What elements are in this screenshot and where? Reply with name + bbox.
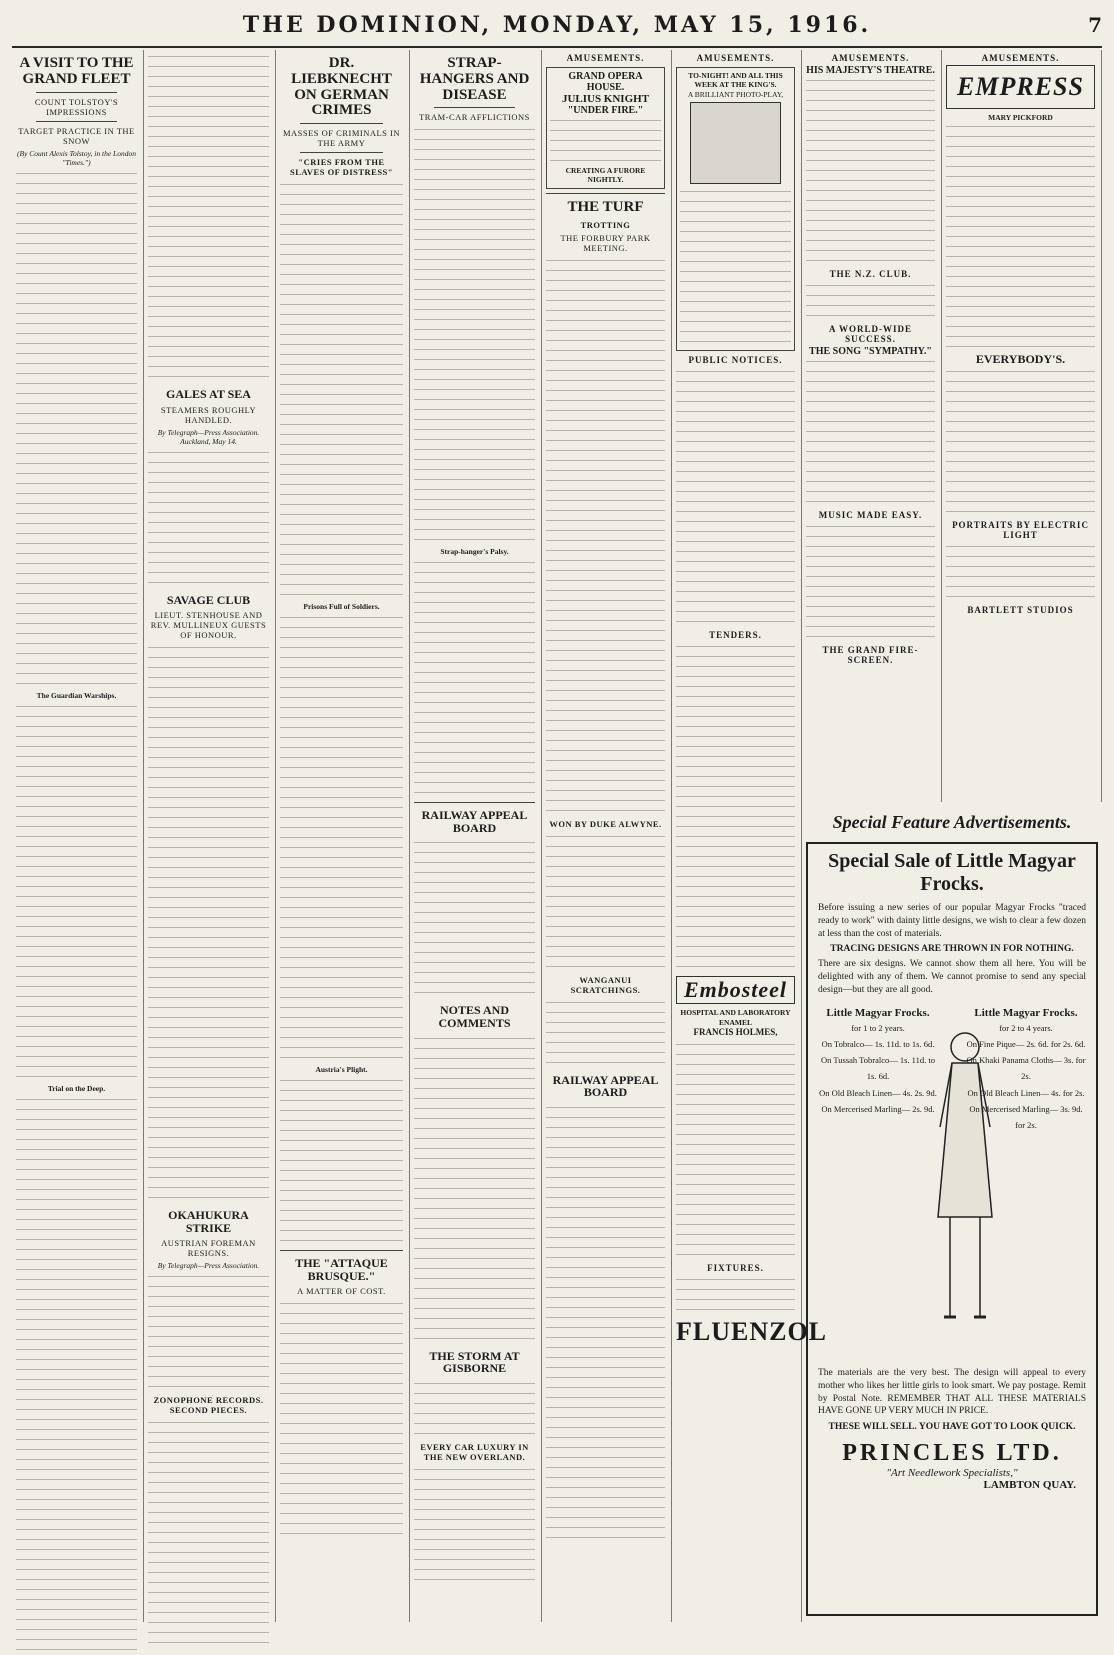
under-fire: "UNDER FIRE." <box>567 105 644 116</box>
magyar-intro: Before issuing a new series of our popular Magyar Frocks "traced ready to work" with dainty little designs, we wish to clear a few dozen at less than the cost of materials. <box>818 903 1086 939</box>
subhead-target-practice: TARGET PRACTICE IN THE SNOW <box>18 125 135 146</box>
amusements-label: AMUSEMENTS. <box>831 53 910 63</box>
article-body <box>414 1379 535 1439</box>
fluenzol-logo: FLUENZOL <box>676 1317 828 1347</box>
headline-railway-board: RAILWAY APPEAL BOARD <box>552 1072 659 1100</box>
section-austria: Austria's Plight. <box>315 1065 368 1074</box>
embosteel-logo: Embosteel <box>676 976 795 1004</box>
right-price-heading: Little Magyar Frocks. <box>974 1006 1078 1019</box>
column-8 <box>942 50 1102 802</box>
ad-kings-theatre <box>676 67 795 351</box>
article-body <box>414 1034 535 1344</box>
subhead-tolstoy: COUNT TOLSTOY'S IMPRESSIONS <box>34 96 119 117</box>
results-body <box>546 256 665 816</box>
creating-furore: CREATING A FURORE NIGHTLY. <box>565 166 646 185</box>
divider <box>36 92 117 93</box>
special-feature-banner: Special Feature Advertisements. <box>832 812 1072 832</box>
ad-body <box>676 1040 795 1260</box>
headline-grand-fleet: A VISIT TO THE GRAND FLEET <box>19 55 134 87</box>
results-body <box>546 832 665 972</box>
column-1 <box>12 50 144 1622</box>
article-body <box>16 702 137 1082</box>
headline-savage-club: SAVAGE CLUB <box>166 592 251 607</box>
left-price-list <box>818 1007 938 1117</box>
article-body <box>280 1076 403 1246</box>
tracing-designs: TRACING DESIGNS ARE THROWN IN FOR NOTHING. <box>830 944 1074 955</box>
mary-pickford: MARY PICKFORD <box>988 113 1053 122</box>
nz-club: THE N.Z. CLUB. <box>829 269 912 279</box>
page-number: 7 <box>1088 13 1102 37</box>
article-body <box>414 125 535 545</box>
byline-gales: By Telegraph—Press Association. Auckland, May 14. <box>157 427 260 446</box>
tenders-label: TENDERS. <box>709 630 762 641</box>
tenders-body <box>676 642 795 972</box>
section-palsy: Strap-hanger's Palsy. <box>440 547 509 557</box>
left-price-heading: Little Magyar Frocks. <box>826 1006 930 1019</box>
article-body <box>280 1299 403 1539</box>
magyar-frocks-ad <box>806 842 1098 1616</box>
grand-fire-screen: THE GRAND FIRE-SCREEN. <box>822 645 919 665</box>
world-wide-success: A WORLD-WIDE SUCCESS. <box>828 324 913 344</box>
amusements-label: AMUSEMENTS. <box>566 53 645 63</box>
photo-play: A BRILLIANT PHOTO-PLAY, <box>687 89 784 99</box>
column-3 <box>276 50 410 1622</box>
princles-logo: PRINCLES LTD. <box>842 1440 1062 1467</box>
headline-gales: GALES AT SEA <box>166 387 251 401</box>
column-7 <box>802 50 942 802</box>
subhead-cries: "CRIES FROM THE SLAVES OF DISTRESS" <box>289 157 394 177</box>
article-body <box>148 52 269 382</box>
headline-attaque: THE "ATTAQUE BRUSQUE." <box>295 1256 388 1283</box>
right-price-item: On Fine Pique— 2s. 6d. for 2s. 6d. <box>966 1039 1086 1050</box>
will-sell: THESE WILL SELL. YOU HAVE GOT TO LOOK QUICK. <box>828 1422 1076 1433</box>
right-price-item: On Mercerised Marling— 3s. 9d. for 2s. <box>969 1103 1083 1130</box>
column-6 <box>672 50 828 1622</box>
portraits-electric: PORTRAITS BY ELECTRIC LIGHT <box>952 520 1089 541</box>
subhead-steamers: STEAMERS ROUGHLY HANDLED. <box>160 404 257 425</box>
left-price-item: On Mercerised Marling— 2s. 9d. <box>821 1103 935 1114</box>
column-5 <box>542 50 672 1622</box>
headline-storm: THE STORM AT GISBORNE <box>429 1348 520 1376</box>
everybodys: EVERYBODY'S. <box>975 352 1066 367</box>
subhead-trotting: TROTTING <box>580 219 631 230</box>
article-body <box>414 838 535 998</box>
right-ages: for 2 to 4 years. <box>999 1023 1053 1034</box>
article-body <box>414 1465 535 1585</box>
article-body <box>148 448 269 588</box>
public-notices-label: PUBLIC NOTICES. <box>688 355 783 366</box>
divider <box>300 152 383 153</box>
song-sympathy: THE SONG "SYMPATHY." <box>809 346 932 357</box>
divider <box>434 107 515 108</box>
subhead-duke-alwyne: WON BY DUKE ALWYNE. <box>549 818 662 829</box>
special-feature-block <box>802 812 1102 1622</box>
divider <box>300 123 383 124</box>
section-guardian-warships: The Guardian Warships. <box>36 690 117 700</box>
left-ages: for 1 to 2 years. <box>851 1023 905 1034</box>
headline-notes: NOTES AND COMMENTS <box>438 1003 511 1031</box>
left-price-item: On Old Bleach Linen— 4s. 2s. 9d. <box>819 1087 937 1098</box>
magyar-materials: The materials are the very best. The design will appeal to every mother who likes her little girls to look smart. We pay postage. Remit by Postal Note. REMEMBER THAT ALL THESE MATERIALS HAVE GONE UP VERY MUCH IN PRICE. <box>818 1367 1086 1417</box>
masthead-title: THE DOMINION, MONDAY, MAY 15, 1916. <box>242 12 872 38</box>
subhead-foreman: AUSTRIAN FOREMAN RESIGNS. <box>161 1238 256 1259</box>
subhead-zonophone: ZONOPHONE RECORDS. SECOND PIECES. <box>153 1395 264 1416</box>
fixtures-body <box>676 1275 795 1315</box>
divider <box>546 193 665 194</box>
princles-tagline: "Art Needlework Specialists," <box>886 1467 1018 1480</box>
right-price-list <box>966 1007 1086 1133</box>
article-body <box>148 643 269 1203</box>
byline-tolstoy: (By Count Alexis Tolstoy, in the London "Times.") <box>17 148 136 167</box>
subhead-overland: EVERY CAR LUXURY IN THE NEW OVERLAND. <box>420 1441 529 1462</box>
bartlett-studios: BARTLETT STUDIOS <box>967 605 1074 616</box>
right-price-item: On Khaki Panama Cloths— 3s. for 2s. <box>966 1055 1086 1082</box>
music-made-easy: MUSIC MADE EASY. <box>818 510 923 520</box>
headline-okahukura: OKAHUKURA STRIKE <box>168 1208 249 1235</box>
article-body <box>546 1103 665 1543</box>
empress-logo: EMPRESS <box>946 65 1095 109</box>
amusements-label: AMUSEMENTS. <box>981 53 1060 63</box>
hospital-enamel: HOSPITAL AND LABORATORY ENAMEL <box>680 1008 791 1027</box>
results-body <box>546 998 665 1068</box>
divider <box>280 1250 403 1251</box>
divider <box>414 802 535 803</box>
columns <box>12 50 1102 1622</box>
francis-holmes: FRANCIS HOLMES, <box>693 1026 778 1037</box>
column-4 <box>410 50 542 1622</box>
julius-knight: JULIUS KNIGHT <box>561 93 650 105</box>
headline-turf: THE TURF <box>567 198 644 215</box>
princles-address: LAMBTON QUAY. <box>983 1479 1076 1492</box>
article-body <box>414 558 535 798</box>
magyar-designs: There are six designs. We cannot show them all here. You will be delighted with any of them. We cannot promise to send any special design—but they are all good. <box>818 959 1086 996</box>
subhead-criminals: MASSES OF CRIMINALS IN THE ARMY <box>282 128 401 148</box>
left-price-item: On Tobralco— 1s. 11d. to 1s. 6d. <box>821 1039 935 1050</box>
notices-body <box>676 367 795 627</box>
subhead-stenhouse: LIEUT. STENHOUSE AND REV. MULLINEUX GUESTS OF HONOUR. <box>150 610 267 641</box>
fixtures-label: FIXTURES. <box>707 1263 764 1274</box>
magyar-heading: Special Sale of Little Magyar Frocks. <box>828 850 1076 895</box>
headline-liebknecht: DR. LIEBKNECHT ON GERMAN CRIMES <box>291 55 392 119</box>
article-body <box>16 1095 137 1655</box>
headline-strap-hangers: STRAP-HANGERS AND DISEASE <box>419 55 530 103</box>
article-body <box>148 1272 269 1392</box>
article-body <box>16 169 137 689</box>
grand-opera-title: GRAND OPERA HOUSE. <box>568 71 643 93</box>
frocks-illustration-area <box>818 1007 1086 1367</box>
subhead-forbury: THE FORBURY PARK MEETING. <box>560 232 651 253</box>
subhead-wanganui: WANGANUI SCRATCHINGS. <box>570 974 641 995</box>
column-2 <box>144 50 276 1622</box>
article-body <box>148 1418 269 1648</box>
his-majestys: HIS MAJESTY'S THEATRE. <box>806 65 935 76</box>
headline-railway: RAILWAY APPEAL BOARD <box>421 808 528 835</box>
tonight-kings: TO-NIGHT! AND ALL THIS WEEK AT THE KING'S. <box>688 71 783 90</box>
amusements-label: AMUSEMENTS. <box>696 53 775 63</box>
right-price-item: On Old Bleach Linen— 4s. for 2s. <box>967 1087 1085 1098</box>
article-body <box>280 180 403 600</box>
masthead <box>12 4 1102 48</box>
divider <box>36 121 117 122</box>
subhead-cost: A MATTER OF COST. <box>297 1286 386 1297</box>
left-price-item: On Tussah Tobralco— 1s. 11d. to 1s. 6d. <box>821 1055 935 1082</box>
subhead-tram-car: TRAM-CAR AFFLICTIONS <box>419 112 530 123</box>
byline-okahukura: By Telegraph—Press Association. <box>157 1261 260 1271</box>
article-body <box>280 613 403 1063</box>
ad-grand-opera <box>546 67 665 189</box>
section-prisons: Prisons Full of Soldiers. <box>303 602 380 611</box>
film-illustration <box>690 102 781 184</box>
section-trial-deep: Trial on the Deep. <box>47 1083 106 1093</box>
